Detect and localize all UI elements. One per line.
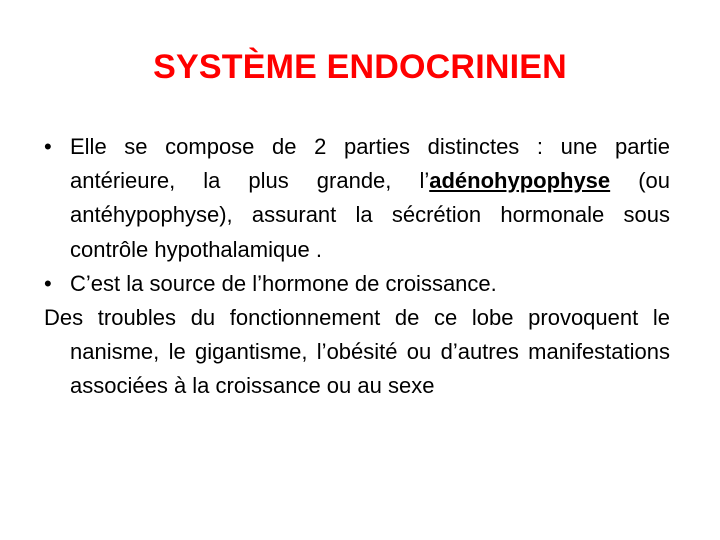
slide-title: SYSTÈME ENDOCRINIEN (153, 48, 567, 86)
paragraph-2-text: C’est la source de l’hormone de croissance. (70, 270, 497, 296)
bullet-marker: • (44, 134, 52, 159)
bullet-paragraph-2 (44, 267, 670, 301)
bullet-marker: • (44, 270, 52, 296)
slide-body (44, 130, 670, 404)
plain-paragraph-3 (44, 301, 670, 404)
term-adenohypophyse: adénohypophyse (429, 168, 611, 194)
paragraph-1-text-before: Elle se compose de 2 parties distinctes : une partie antérieure, la plus grande, l’ (70, 134, 670, 194)
paragraph-1-text-after: (ou antéhypophyse), assurant la sécrétion hormonale sous contrôle hypothalamique . (70, 168, 670, 262)
bullet-paragraph-1 (44, 130, 670, 267)
paragraph-3-text: Des troubles du fonctionnement de ce lobe provoquent le nanisme, le gigantisme, l’obésité ou d’autres manifestations associées à la croissance ou au sexe (44, 305, 670, 399)
